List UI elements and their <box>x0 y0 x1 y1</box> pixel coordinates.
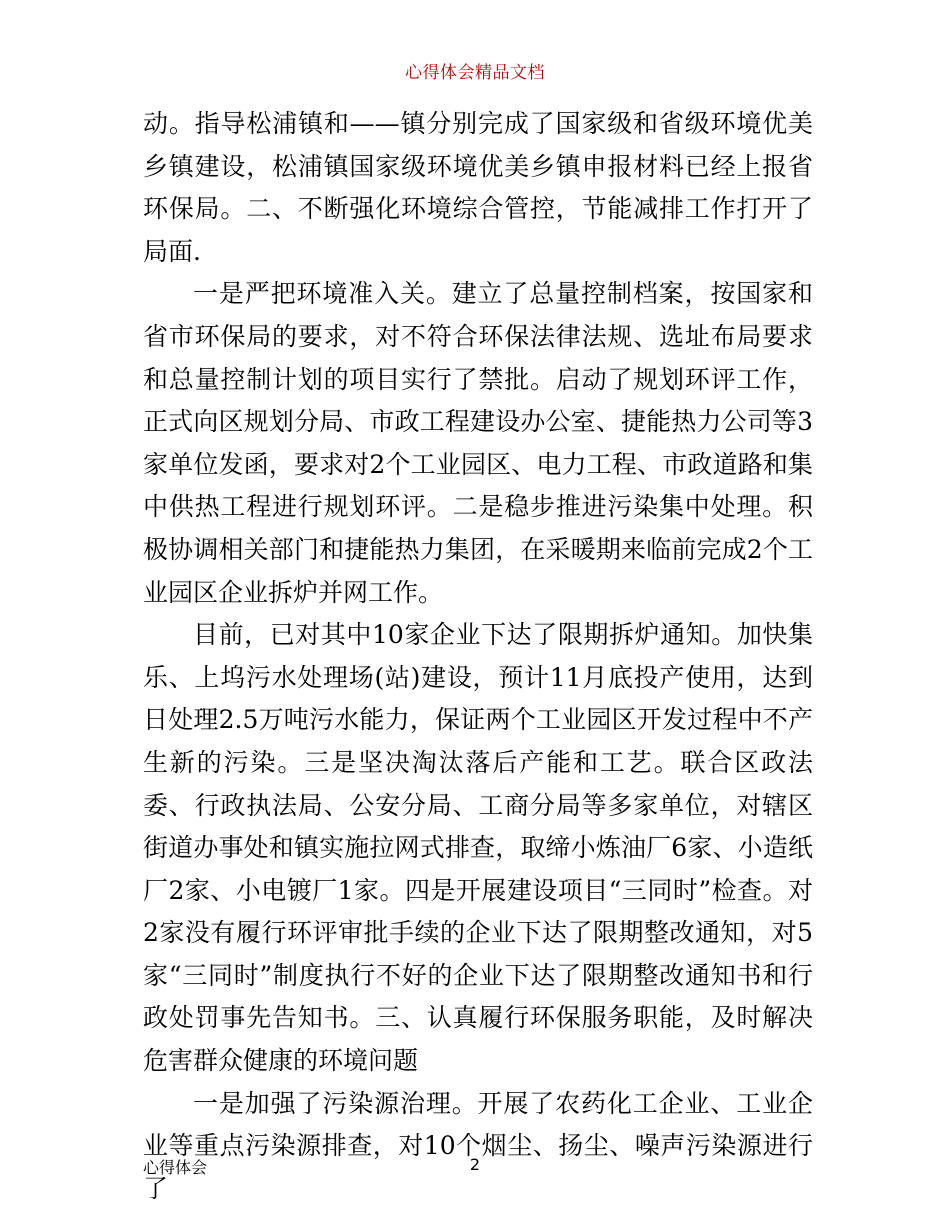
paragraph: 目前，已对其中10家企业下达了限期拆炉通知。加快集乐、上坞污水处理场(站)建设，预计11月底投产使用，达到日处理2.5万吨污水能力，保证两个工业园区开发过程中不产生新的污染。三是坚决淘汰落后产能和工艺。联合区政法委、行政执法局、公安分局、工商分局等多家单位，对辖区街道办事处和镇实施拉网式排查，取缔小炼油厂6家、小造纸厂2家、小电镀厂1家。四是开展建设项目“三同时”检查。对2家没有履行环评审批手续的企业下达了限期整改通知，对5家“三同时”制度执行不好的企业下达了限期整改通知书和行政处罚事先告知书。三、认真履行环保服务职能，及时解决危害群众健康的环境问题 <box>143 620 813 1076</box>
footer-label: 心得体会 <box>143 1158 208 1177</box>
page-number: 2 <box>469 1155 481 1174</box>
page-header-title: 心得体会精品文档 <box>405 63 545 83</box>
paragraph: 动。指导松浦镇和——镇分别完成了国家级和省级环境优美乡镇建设，松浦镇国家级环境优美乡镇申报材料已经上报省环保局。二、不断强化环境综合管控，节能减排工作打开了局面. <box>143 109 813 266</box>
paragraph: 一是加强了污染源治理。开展了农药化工企业、工业企业等重点污染源排查，对10个烟尘、扬尘、噪声污染源进行了 <box>143 1088 813 1203</box>
paragraph: 一是严把环境准入关。建立了总量控制档案，按国家和省市环保局的要求，对不符合环保法律法规、选址布局要求和总量控制计划的项目实行了禁批。启动了规划环评工作，正式向区规划分局、市政工程建设办公室、捷能热力公司等3家单位发函，要求对2个工业园区、电力工程、市政道路和集中供热工程进行规划环评。二是稳步推进污染集中处理。积极协调相关部门和捷能热力集团，在采暖期来临前完成2个工业园区企业拆炉并网工作。 <box>143 279 813 607</box>
document-body <box>143 103 813 1210</box>
